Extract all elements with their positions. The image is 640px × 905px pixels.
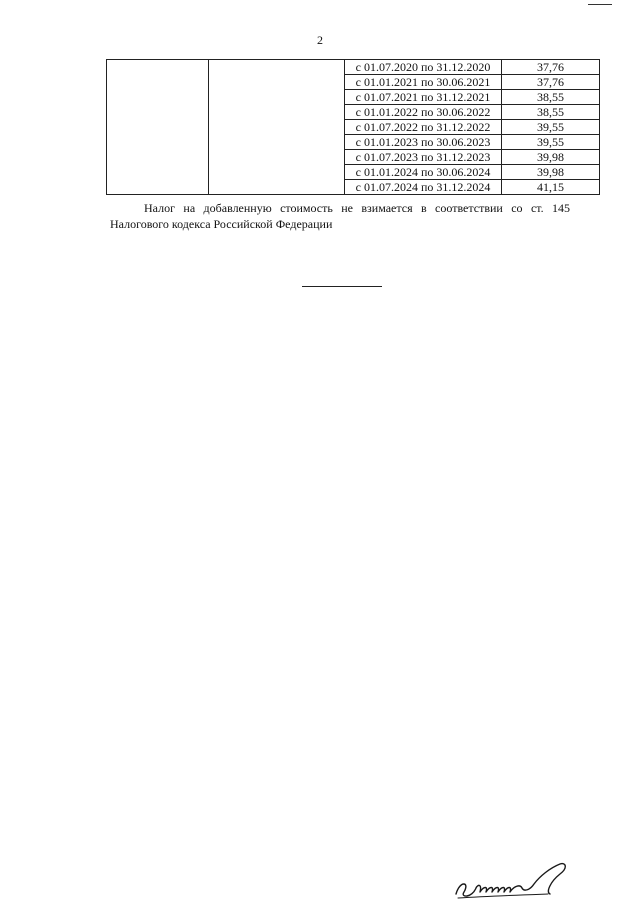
rate-cell: 41,15 bbox=[502, 180, 600, 195]
rate-cell: 39,55 bbox=[502, 135, 600, 150]
period-cell: с 01.07.2023 по 31.12.2023 bbox=[345, 150, 502, 165]
rate-cell: 38,55 bbox=[502, 90, 600, 105]
period-cell: с 01.01.2021 по 30.06.2021 bbox=[345, 75, 502, 90]
period-cell: с 01.07.2020 по 31.12.2020 bbox=[345, 60, 502, 75]
period-cell: с 01.01.2022 по 30.06.2022 bbox=[345, 105, 502, 120]
rate-cell: 37,76 bbox=[502, 60, 600, 75]
period-cell: с 01.01.2024 по 30.06.2024 bbox=[345, 165, 502, 180]
period-cell: с 01.07.2021 по 31.12.2021 bbox=[345, 90, 502, 105]
vat-note-text: Налог на добавленную стоимость не взимается в соответствии со ст. 145 Налогового кодекса Российской Федерации bbox=[110, 201, 570, 231]
signature-image bbox=[450, 858, 580, 902]
tariff-table-body bbox=[107, 60, 600, 195]
end-separator-line bbox=[302, 286, 382, 287]
corner-mark bbox=[588, 4, 612, 5]
rate-cell: 39,55 bbox=[502, 120, 600, 135]
rate-cell: 38,55 bbox=[502, 105, 600, 120]
rate-cell: 37,76 bbox=[502, 75, 600, 90]
rate-cell: 39,98 bbox=[502, 165, 600, 180]
vat-note bbox=[110, 200, 570, 232]
rate-cell: 39,98 bbox=[502, 150, 600, 165]
empty-merged-cell bbox=[107, 60, 209, 195]
tariff-row bbox=[107, 60, 600, 75]
empty-merged-cell bbox=[209, 60, 345, 195]
period-cell: с 01.07.2022 по 31.12.2022 bbox=[345, 120, 502, 135]
period-cell: с 01.01.2023 по 30.06.2023 bbox=[345, 135, 502, 150]
page-number: 2 bbox=[317, 33, 323, 47]
period-cell: с 01.07.2024 по 31.12.2024 bbox=[345, 180, 502, 195]
tariff-table bbox=[106, 59, 600, 195]
